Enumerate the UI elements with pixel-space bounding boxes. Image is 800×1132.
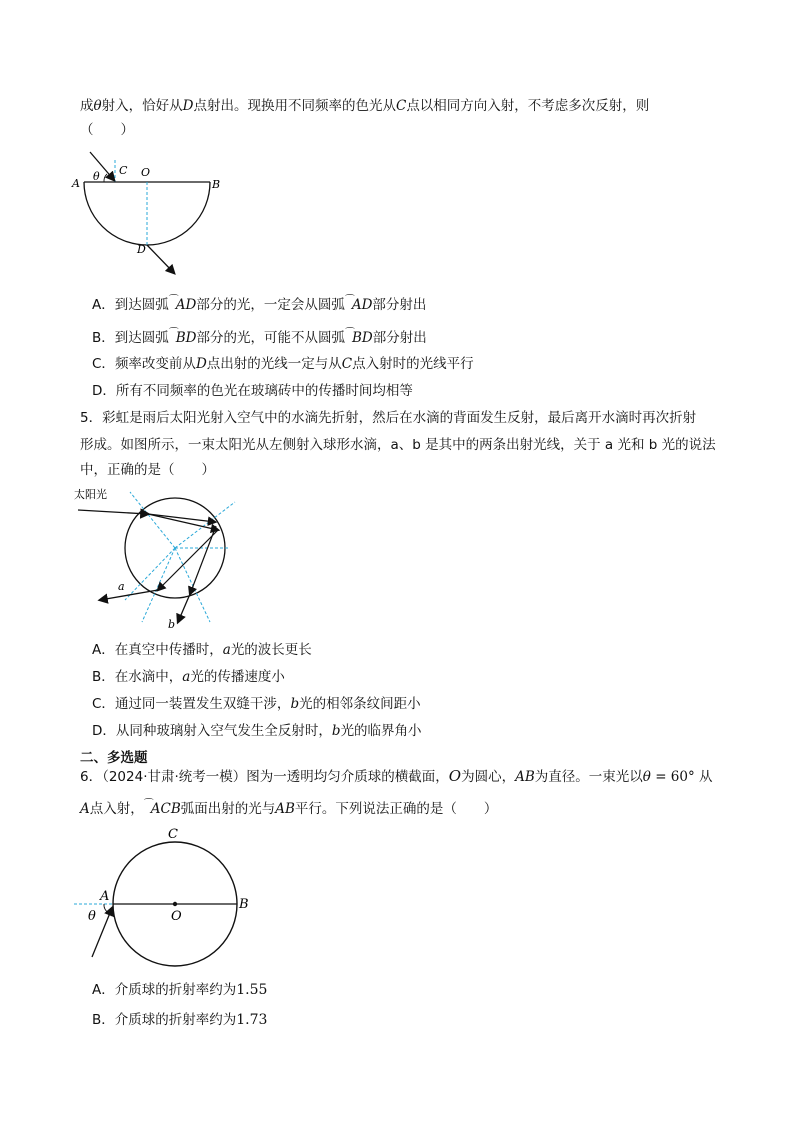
label-C: C xyxy=(168,827,178,842)
q4-answer-paren: （ ） xyxy=(80,122,134,138)
arc-symbol: ⌒ xyxy=(143,799,154,810)
q4-option-b[interactable]: B．到达圆弧⌒BD部分的光，可能不从圆弧⌒BD部分射出 xyxy=(92,328,427,346)
label-A: A xyxy=(100,889,110,904)
q4-option-c[interactable]: C．频率改变前从D点出射的光线一定与从C点入射时的光线平行 xyxy=(92,356,474,372)
q5-raindrop-figure xyxy=(70,482,250,630)
label-a: a xyxy=(118,580,125,593)
q6-sphere-figure xyxy=(70,822,270,972)
q5-option-c[interactable]: C．通过同一装置发生双缝干涉，b光的相邻条纹间距小 xyxy=(92,696,421,712)
q4-option-a[interactable]: A．到达圆弧⌒AD部分的光，一定会从圆弧⌒AD部分射出 xyxy=(92,295,427,313)
label-B: B xyxy=(239,897,249,912)
q5-option-d[interactable]: D．从同种玻璃射入空气发生全反射时，b光的临界角小 xyxy=(92,723,422,739)
arc-symbol: ⌒ xyxy=(345,328,356,339)
label-O: O xyxy=(171,909,182,924)
section-title-multiple-choice: 二、多选题 xyxy=(80,750,148,766)
label-B: B xyxy=(212,178,221,191)
arc-symbol: ⌒ xyxy=(168,295,179,306)
q6-stem-line1: 6．（2024·甘肃·统考一模）图为一透明均匀介质球的横截面，O为圆心，AB为直径。一束光以θ = 60° 从 xyxy=(80,767,713,785)
theta-symbol: θ xyxy=(93,98,102,114)
label-theta: θ xyxy=(88,909,96,924)
label-D: D xyxy=(137,243,146,256)
q4-option-d[interactable]: D．所有不同频率的色光在玻璃砖中的传播时间均相等 xyxy=(92,383,413,399)
label-O: O xyxy=(141,166,151,179)
q5-stem-line3: 中，正确的是（ ） xyxy=(80,462,215,478)
label-theta: θ xyxy=(93,170,100,183)
arc-symbol: ⌒ xyxy=(168,328,179,339)
q5-stem-line2: 形成。如图所示，一束太阳光从左侧射入球形水滴，a、b 是其中的两条出射光线，关于 a 光和 b 光的说法 xyxy=(80,437,716,453)
label-b: b xyxy=(168,618,176,631)
q6-option-b[interactable]: B．介质球的折射率约为1.73 xyxy=(92,1012,268,1028)
label-C: C xyxy=(119,164,128,177)
label-A: A xyxy=(72,177,80,190)
q6-stem-line2: A点入射，⌒ACB弧面出射的光与AB平行。下列说法正确的是（ ） xyxy=(80,799,498,817)
q6-option-a[interactable]: A．介质球的折射率约为1.55 xyxy=(92,982,268,998)
q5-option-a[interactable]: A．在真空中传播时，a光的波长更长 xyxy=(92,642,312,658)
arc-symbol: ⌒ xyxy=(344,295,355,306)
q4-stem-line1: 成θ射入，恰好从D点射出。现换用不同频率的色光从C点以相同方向入射，不考虑多次反射，则 xyxy=(80,98,650,114)
q5-option-b[interactable]: B．在水滴中，a光的传播速度小 xyxy=(92,669,285,685)
label-sunlight: 太阳光 xyxy=(74,488,107,501)
q4-semicircle-figure xyxy=(70,140,230,290)
q5-stem-line1: 5．彩虹是雨后太阳光射入空气中的水滴先折射，然后在水滴的背面发生反射，最后离开水滴时再次折射 xyxy=(80,410,697,426)
